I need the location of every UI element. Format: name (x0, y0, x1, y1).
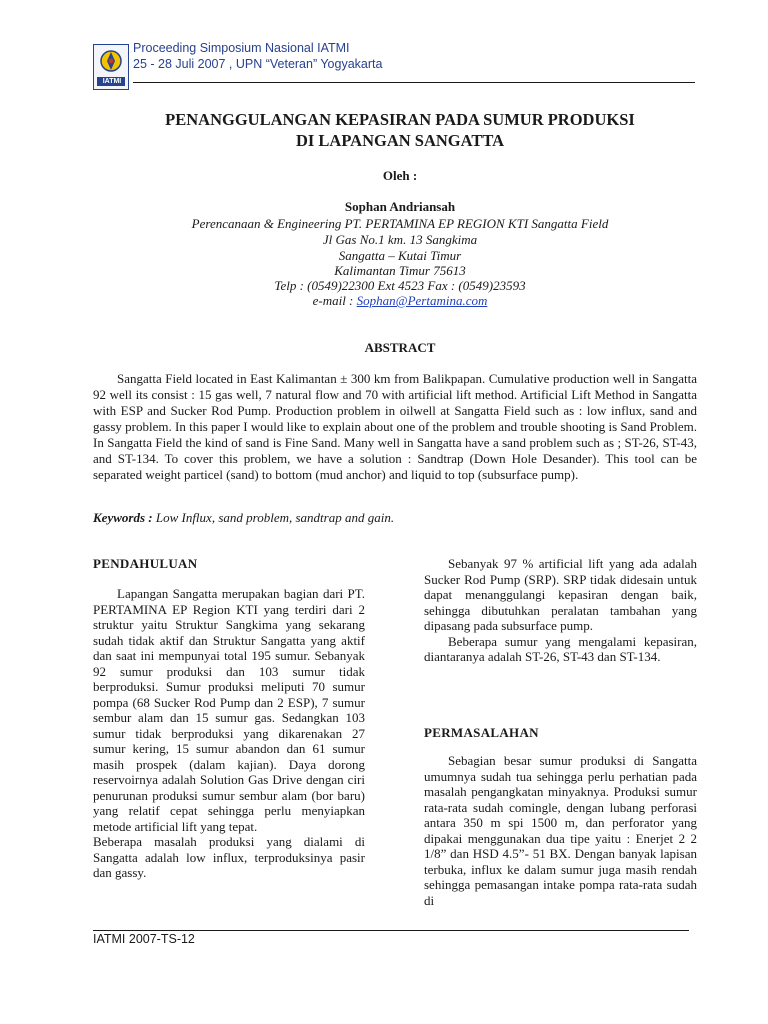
right-column-intro (424, 556, 697, 665)
pendahuluan-heading: PENDAHULUAN (93, 556, 198, 571)
author-affiliation: Perencanaan & Engineering PT. PERTAMINA EP REGION KTI Sangatta Field (191, 216, 609, 231)
pendahuluan-body (93, 586, 365, 881)
proceeding-title: Proceeding Simposium Nasional IATMI (133, 41, 350, 55)
abstract-heading: ABSTRACT (364, 340, 436, 355)
pendahuluan-paragraph-2: Beberapa masalah produksi yang dialami di Sangatta adalah low influx, terproduksinya pasir dan gassy. (93, 834, 365, 880)
header-rule (133, 82, 695, 83)
paper-title-line-1: PENANGGULANGAN KEPASIRAN PADA SUMUR PRODUKSI (165, 110, 635, 129)
author-address-city: Sangatta – Kutai Timur (338, 248, 462, 263)
keywords-label: Keywords : (93, 510, 153, 525)
permasalahan-heading: PERMASALAHAN (424, 725, 539, 740)
paper-title-line-2: DI LAPANGAN SANGATTA (295, 131, 505, 150)
abstract-body: Sangatta Field located in East Kalimantan ± 300 km from Balikpapan. Cumulative production well in Sangatta 92 well its consist : 15 gas well, 7 natural flow and 70 with artificial lift method. Artificial Lift Method in Sangatta with ESP and Sucker Rod Pump. Production problem in oilwell at Sangatta Field such as : low influx, sand and gassy problem. In this paper I would like to explain about one of the problem and trouble shooting is Sand Problem. In Sangatta Field the kind of sand is Fine Sand. Many well in Sangatta have a sand problem such as ; ST-26, ST-43, and ST-134. To cover this problem, we have a solution : Sandtrap (Down Hole Desander). This tool can be separated weight particel (sand) to bottom (mud anchor) and liquid to top (subsurface pump). (93, 371, 697, 482)
right-paragraph-1: Sebanyak 97 % artificial lift yang ada adalah Sucker Rod Pump (SRP). SRP tidak didesain untuk dapat menanggulangi kepasiran dengan baik, sehingga dibutuhkan peralatan tambahan yang dipasang pada subsurface pump. (424, 556, 697, 633)
author-address-province: Kalimantan Timur 75613 (334, 263, 466, 278)
footer-rule (93, 930, 689, 931)
email-prefix: e-mail : (312, 293, 357, 308)
permasalahan-paragraph-1: Sebagian besar sumur produksi di Sangatta umumnya sudah tua sehingga perlu perhatian pada masalah pengangkatan minyaknya. Produksi sumur rata-rata sudah comingle, dengan lubang perforasi antara 350 m spi 1500 m, dan perforator yang dipakai menggunakan dua tipe yaitu : Enerjet 2 2 1/8” dan HSD 4.5”- 51 BX. Dengan banyak lapisan terbuka, influx ke dalam sumur juga masih rendah sehingga pemasangan intake pompa rata-rata sudah di (424, 753, 697, 908)
proceeding-date-venue: 25 - 28 Juli 2007 , UPN “Veteran” Yogyakarta (133, 57, 383, 71)
iatmi-logo (93, 44, 129, 90)
permasalahan-body (424, 753, 697, 908)
footer-paper-id: IATMI 2007-TS-12 (93, 932, 195, 946)
right-paragraph-2: Beberapa sumur yang mengalami kepasiran, diantaranya adalah ST-26, ST-43 dan ST-134. (424, 633, 697, 664)
author-address-street: Jl Gas No.1 km. 13 Sangkima (322, 232, 478, 247)
email-link[interactable]: Sophan@Pertamina.com (356, 293, 488, 308)
author-name: Sophan Andriansah (344, 199, 456, 214)
author-phone-fax: Telp : (0549)22300 Ext 4523 Fax : (0549)23593 (274, 278, 526, 293)
pendahuluan-paragraph-1: Lapangan Sangatta merupakan bagian dari PT. PERTAMINA EP Region KTI yang terdiri dari 2 struktur yaitu Struktur Sangkima yang sekarang sudah tidak aktif dan Struktur Sangatta yang aktif dan saat ini mempunyai total 195 sumur. Sebanyak 92 sumur produksi dan 103 sumur tidak berproduksi. Sumur produksi meliputi 70 sumur pompa (68 Sucker Rod Pump dan 2 ESP), 7 sumur sembur alam dan 15 sumur gas. Sedangkan 103 sumur tidak berproduksi yang dikarenakan 27 sumur kering, 15 sumur abandon dan 61 sumur masih prospek (dalam kajian). Daya dorong reservoirnya adalah Solution Gas Drive dengan ciri penurunan produksi sumur sembur alam (bor baru) yang relatif cepat sehingga perlu menyiapkan metode artificial lift yang tepat. (93, 586, 365, 834)
author-email-line (60, 293, 740, 309)
keywords-text: Low Influx, sand problem, sandtrap and gain. (152, 510, 395, 525)
keywords (93, 510, 697, 526)
logo-text: IATMI (102, 78, 122, 85)
by-label: Oleh : (382, 168, 418, 183)
